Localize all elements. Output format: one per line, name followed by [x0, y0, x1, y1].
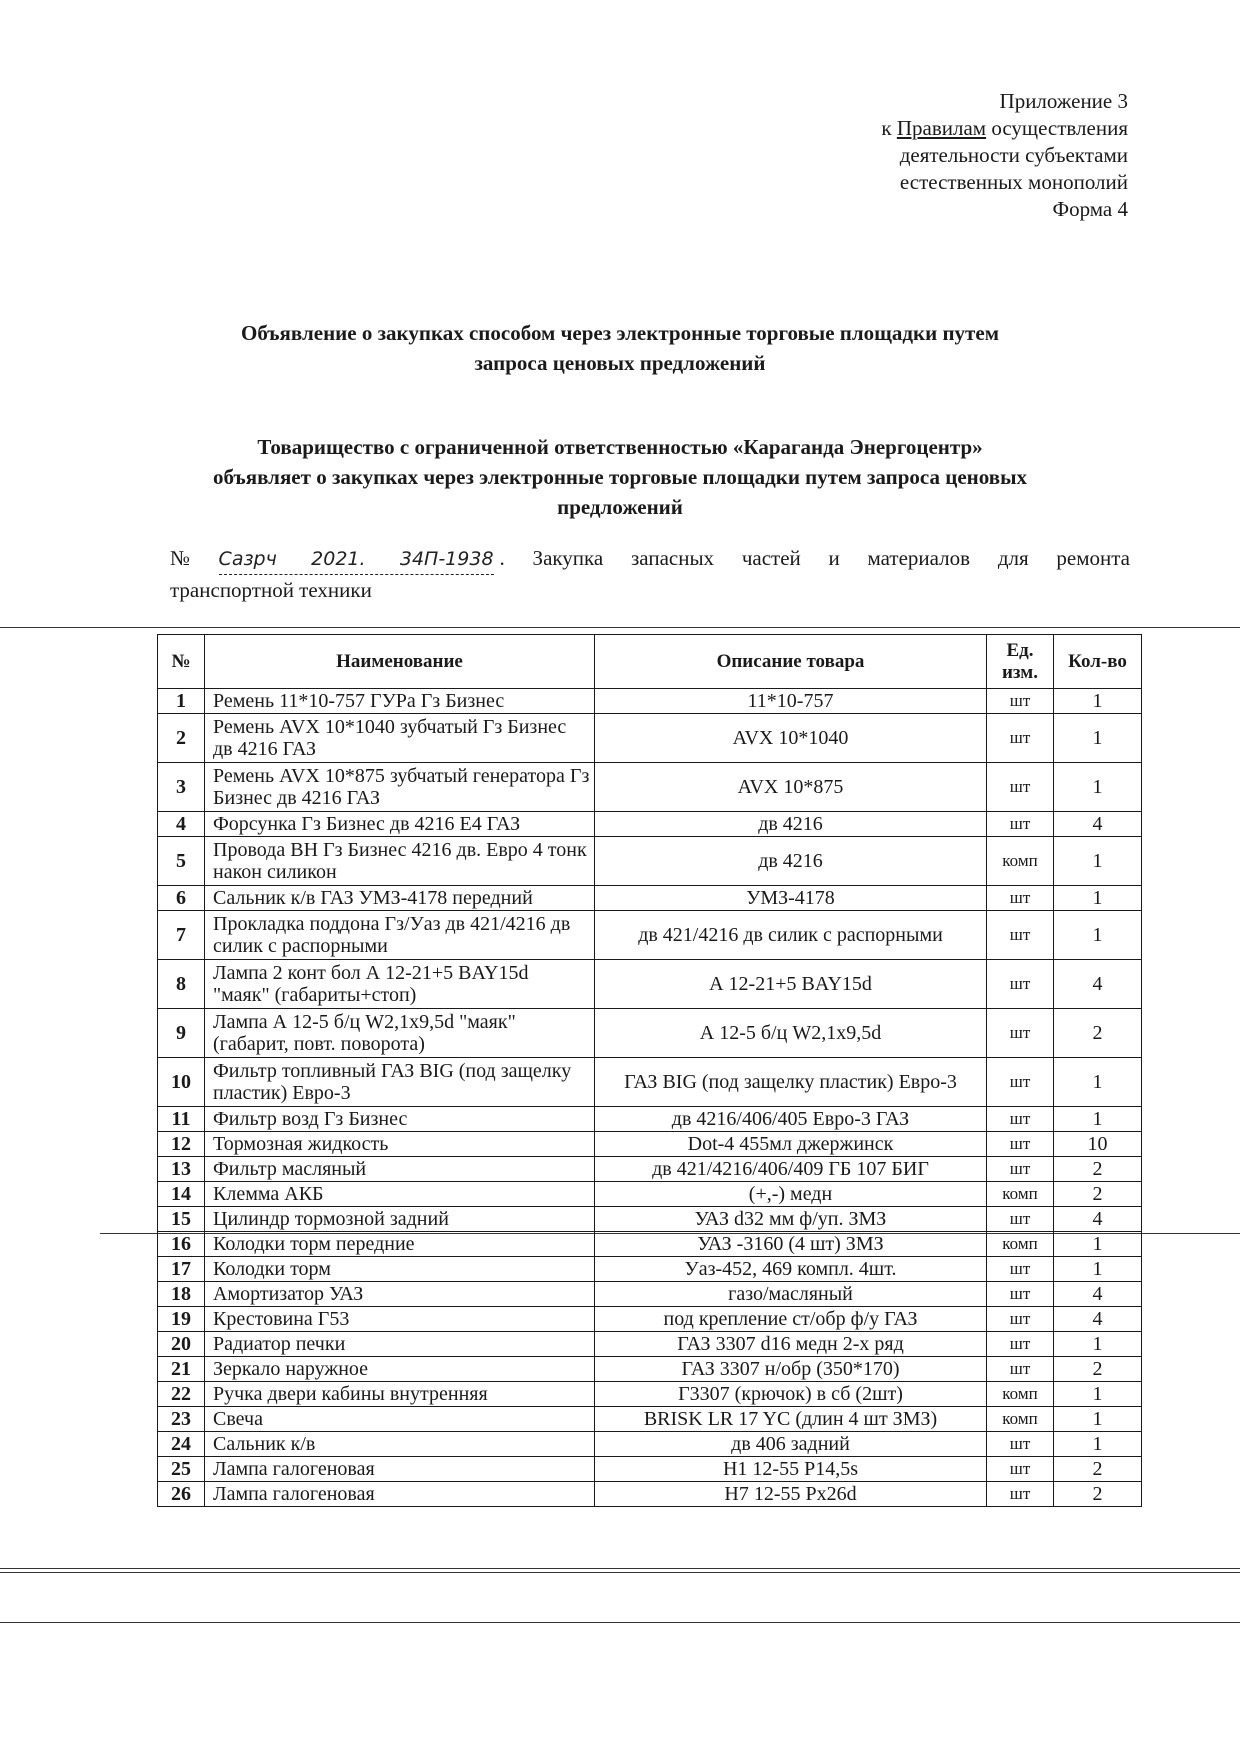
item-quantity: 2	[1054, 1157, 1142, 1182]
item-name: Тормозная жидкость	[205, 1132, 595, 1157]
header-unit: Ед. изм.	[987, 635, 1054, 689]
item-description: дв 4216	[595, 812, 987, 837]
item-quantity: 1	[1054, 1107, 1142, 1132]
company-statement-line-1: Товарищество с ограниченной ответственностью «Караганда Энергоцентр»	[257, 435, 983, 459]
item-quantity: 2	[1054, 1482, 1142, 1507]
announcement-title-line-1: Объявление о закупках способом через электронные торговые площадки путем	[241, 321, 999, 345]
item-quantity: 1	[1054, 1407, 1142, 1432]
item-name: Сальник к/в	[205, 1432, 595, 1457]
item-name: Сальник к/в ГАЗ УМЗ-4178 передний	[205, 886, 595, 911]
item-name: Радиатор печки	[205, 1332, 595, 1357]
item-description: А 12-21+5 BAY15d	[595, 960, 987, 1009]
item-unit: шт	[987, 1132, 1054, 1157]
table-body	[158, 689, 1142, 1507]
item-unit: шт	[987, 1332, 1054, 1357]
item-name: Фильтр возд Гз Бизнес	[205, 1107, 595, 1132]
item-quantity: 1	[1054, 1382, 1142, 1407]
table-row	[158, 1282, 1142, 1307]
table-row	[158, 1457, 1142, 1482]
announcement-title-line-2: запроса ценовых предложений	[474, 351, 766, 375]
row-number: 26	[158, 1482, 205, 1507]
item-description: ГАЗ 3307 н/обр (350*170)	[595, 1357, 987, 1382]
table-row	[158, 1382, 1142, 1407]
item-quantity: 2	[1054, 1009, 1142, 1058]
scan-line-bottom-2	[0, 1572, 1240, 1573]
table-row	[158, 911, 1142, 960]
item-name: Лампа А 12-5 б/ц W2,1x9,5d "маяк" (габарит, повт. поворота)	[205, 1009, 595, 1058]
item-unit: шт	[987, 1307, 1054, 1332]
item-unit: шт	[987, 1357, 1054, 1382]
item-quantity: 10	[1054, 1132, 1142, 1157]
company-statement	[0, 432, 1240, 522]
table-row	[158, 1107, 1142, 1132]
table-row	[158, 1482, 1142, 1507]
item-description: дв 4216	[595, 837, 987, 886]
item-description: дв 421/4216 дв силик с распорными	[595, 911, 987, 960]
table-row	[158, 763, 1142, 812]
table-row	[158, 837, 1142, 886]
row-number: 14	[158, 1182, 205, 1207]
item-quantity: 1	[1054, 911, 1142, 960]
item-quantity: 2	[1054, 1182, 1142, 1207]
number-sign: №	[170, 546, 213, 570]
item-unit: шт	[987, 689, 1054, 714]
item-unit: шт	[987, 1482, 1054, 1507]
item-unit: шт	[987, 1282, 1054, 1307]
item-quantity: 4	[1054, 960, 1142, 1009]
item-quantity: 4	[1054, 812, 1142, 837]
item-unit: шт	[987, 1009, 1054, 1058]
row-number: 17	[158, 1257, 205, 1282]
table-row	[158, 886, 1142, 911]
table-row	[158, 1157, 1142, 1182]
item-unit: шт	[987, 1207, 1054, 1232]
appendix-line-4: естественных монополий	[899, 170, 1128, 194]
item-description: H7 12-55 Px26d	[595, 1482, 987, 1507]
item-quantity: 1	[1054, 1257, 1142, 1282]
table-row	[158, 1132, 1142, 1157]
scan-line-bottom-1	[0, 1568, 1240, 1569]
item-quantity: 1	[1054, 689, 1142, 714]
form-number: Форма 4	[1052, 197, 1128, 221]
handwritten-lot-number: Сазрч 2021. 34П-1938	[219, 544, 494, 575]
table-row	[158, 1009, 1142, 1058]
item-description: под крепление ст/обр ф/у ГАЗ	[595, 1307, 987, 1332]
item-description: дв 406 задний	[595, 1432, 987, 1457]
item-quantity: 1	[1054, 1332, 1142, 1357]
item-unit: комп	[987, 1382, 1054, 1407]
table-header-row	[158, 635, 1142, 689]
item-unit: шт	[987, 1457, 1054, 1482]
row-number: 4	[158, 812, 205, 837]
lot-text-line-1: . Закупка запасных частей и материалов для ремонта	[499, 546, 1130, 570]
table-row	[158, 1207, 1142, 1232]
row-number: 10	[158, 1058, 205, 1107]
item-unit: шт	[987, 911, 1054, 960]
item-quantity: 1	[1054, 1232, 1142, 1257]
table-row	[158, 689, 1142, 714]
appendix-line-3: деятельности субъектами	[899, 143, 1128, 167]
item-description: А 12-5 б/ц W2,1x9,5d	[595, 1009, 987, 1058]
row-number: 19	[158, 1307, 205, 1332]
row-number: 22	[158, 1382, 205, 1407]
item-name: Колодки торм передние	[205, 1232, 595, 1257]
item-quantity: 2	[1054, 1457, 1142, 1482]
row-number: 5	[158, 837, 205, 886]
row-number: 21	[158, 1357, 205, 1382]
row-number: 18	[158, 1282, 205, 1307]
row-number: 25	[158, 1457, 205, 1482]
item-name: Лампа 2 конт бол А 12-21+5 BAY15d "маяк" (габариты+стоп)	[205, 960, 595, 1009]
row-number: 8	[158, 960, 205, 1009]
item-description: H1 12-55 P14,5s	[595, 1457, 987, 1482]
item-quantity: 1	[1054, 763, 1142, 812]
item-name: Клемма АКБ	[205, 1182, 595, 1207]
item-name: Ремень AVX 10*1040 зубчатый Гз Бизнес дв 4216 ГАЗ	[205, 714, 595, 763]
row-number: 1	[158, 689, 205, 714]
item-unit: шт	[987, 960, 1054, 1009]
item-description: Г3307 (крючок) в сб (2шт)	[595, 1382, 987, 1407]
item-description: УАЗ d32 мм ф/уп. ЗМЗ	[595, 1207, 987, 1232]
item-description: УМЗ-4178	[595, 886, 987, 911]
item-name: Ручка двери кабины внутренняя	[205, 1382, 595, 1407]
lot-text-line-2: транспортной техники	[170, 578, 372, 602]
announcement-title	[0, 318, 1240, 378]
table-row	[158, 1307, 1142, 1332]
item-description: Уаз-452, 469 компл. 4шт.	[595, 1257, 987, 1282]
item-name: Амортизатор УАЗ	[205, 1282, 595, 1307]
item-name: Зеркало наружное	[205, 1357, 595, 1382]
row-number: 7	[158, 911, 205, 960]
item-quantity: 4	[1054, 1282, 1142, 1307]
item-description: (+,-) медн	[595, 1182, 987, 1207]
row-number: 6	[158, 886, 205, 911]
item-name: Колодки торм	[205, 1257, 595, 1282]
scan-line-bottom-3	[0, 1622, 1240, 1623]
item-unit: шт	[987, 812, 1054, 837]
item-quantity: 4	[1054, 1207, 1142, 1232]
item-description: Dot-4 455мл джержинск	[595, 1132, 987, 1157]
item-quantity: 1	[1054, 837, 1142, 886]
item-unit: шт	[987, 886, 1054, 911]
item-description: ГАЗ BIG (под защелку пластик) Евро-3	[595, 1058, 987, 1107]
item-quantity: 1	[1054, 886, 1142, 911]
item-quantity: 1	[1054, 714, 1142, 763]
row-number: 11	[158, 1107, 205, 1132]
item-unit: шт	[987, 1257, 1054, 1282]
row-number: 13	[158, 1157, 205, 1182]
item-unit: комп	[987, 1407, 1054, 1432]
row-number: 24	[158, 1432, 205, 1457]
item-name: Лампа галогеновая	[205, 1457, 595, 1482]
rules-link: Правилам	[896, 116, 987, 140]
item-name: Фильтр топливный ГАЗ BIG (под защелку пластик) Евро-3	[205, 1058, 595, 1107]
table-row	[158, 1357, 1142, 1382]
row-number: 9	[158, 1009, 205, 1058]
appendix-line-2	[881, 115, 1128, 142]
table-row	[158, 1182, 1142, 1207]
table-row	[158, 1332, 1142, 1357]
item-description: AVX 10*1040	[595, 714, 987, 763]
item-name: Крестовина Г53	[205, 1307, 595, 1332]
table-row	[158, 714, 1142, 763]
table-row	[158, 1432, 1142, 1457]
row-number: 15	[158, 1207, 205, 1232]
item-unit: шт	[987, 1157, 1054, 1182]
scan-line-top	[0, 627, 1240, 628]
item-unit: шт	[987, 714, 1054, 763]
row-number: 12	[158, 1132, 205, 1157]
header-name: Наименование	[205, 635, 595, 689]
item-description: дв 421/4216/406/409 ГБ 107 БИГ	[595, 1157, 987, 1182]
item-description: BRISK LR 17 YC (длин 4 шт ЗМЗ)	[595, 1407, 987, 1432]
item-description: УАЗ -3160 (4 шт) ЗМЗ	[595, 1232, 987, 1257]
table-row	[158, 1232, 1142, 1257]
item-unit: комп	[987, 1232, 1054, 1257]
item-description: AVX 10*875	[595, 763, 987, 812]
item-description: ГАЗ 3307 d16 медн 2-х ряд	[595, 1332, 987, 1357]
item-name: Ремень AVX 10*875 зубчатый генератора Гз Бизнес дв 4216 ГАЗ	[205, 763, 595, 812]
company-statement-line-2: объявляет о закупках через электронные торговые площадки путем запроса ценовых	[213, 465, 1027, 489]
appendix-line-2-suffix: осуществления	[986, 116, 1128, 140]
item-quantity: 2	[1054, 1357, 1142, 1382]
item-unit: шт	[987, 763, 1054, 812]
header-number: №	[158, 635, 205, 689]
appendix-line-2-prefix: к	[881, 116, 897, 140]
item-description: дв 4216/406/405 Евро-3 ГАЗ	[595, 1107, 987, 1132]
row-number: 23	[158, 1407, 205, 1432]
appendix-block	[881, 88, 1128, 223]
company-statement-line-3: предложений	[557, 495, 683, 519]
row-number: 3	[158, 763, 205, 812]
item-quantity: 1	[1054, 1432, 1142, 1457]
lot-line-1	[170, 543, 1130, 575]
item-name: Провода ВН Гз Бизнес 4216 дв. Евро 4 тонк након силикон	[205, 837, 595, 886]
item-name: Прокладка поддона Гз/Уаз дв 421/4216 дв силик с распорными	[205, 911, 595, 960]
table-row	[158, 1058, 1142, 1107]
row-number: 2	[158, 714, 205, 763]
items-table	[157, 634, 1142, 1507]
appendix-line-1: Приложение 3	[999, 89, 1128, 113]
row-number: 20	[158, 1332, 205, 1357]
table-row	[158, 960, 1142, 1009]
table-row	[158, 812, 1142, 837]
table-row	[158, 1257, 1142, 1282]
item-name: Форсунка Гз Бизнес дв 4216 Е4 ГАЗ	[205, 812, 595, 837]
item-unit: шт	[987, 1107, 1054, 1132]
item-quantity: 4	[1054, 1307, 1142, 1332]
header-description: Описание товара	[595, 635, 987, 689]
item-quantity: 1	[1054, 1058, 1142, 1107]
item-description: 11*10-757	[595, 689, 987, 714]
row-number: 16	[158, 1232, 205, 1257]
header-quantity: Кол-во	[1054, 635, 1142, 689]
item-unit: шт	[987, 1058, 1054, 1107]
item-name: Цилиндр тормозной задний	[205, 1207, 595, 1232]
item-unit: комп	[987, 837, 1054, 886]
item-name: Свеча	[205, 1407, 595, 1432]
item-name: Ремень 11*10-757 ГУРа Гз Бизнес	[205, 689, 595, 714]
lot-description	[170, 543, 1130, 605]
item-unit: комп	[987, 1182, 1054, 1207]
table-row	[158, 1407, 1142, 1432]
item-unit: шт	[987, 1432, 1054, 1457]
item-name: Фильтр масляный	[205, 1157, 595, 1182]
item-description: газо/масляный	[595, 1282, 987, 1307]
item-name: Лампа галогеновая	[205, 1482, 595, 1507]
